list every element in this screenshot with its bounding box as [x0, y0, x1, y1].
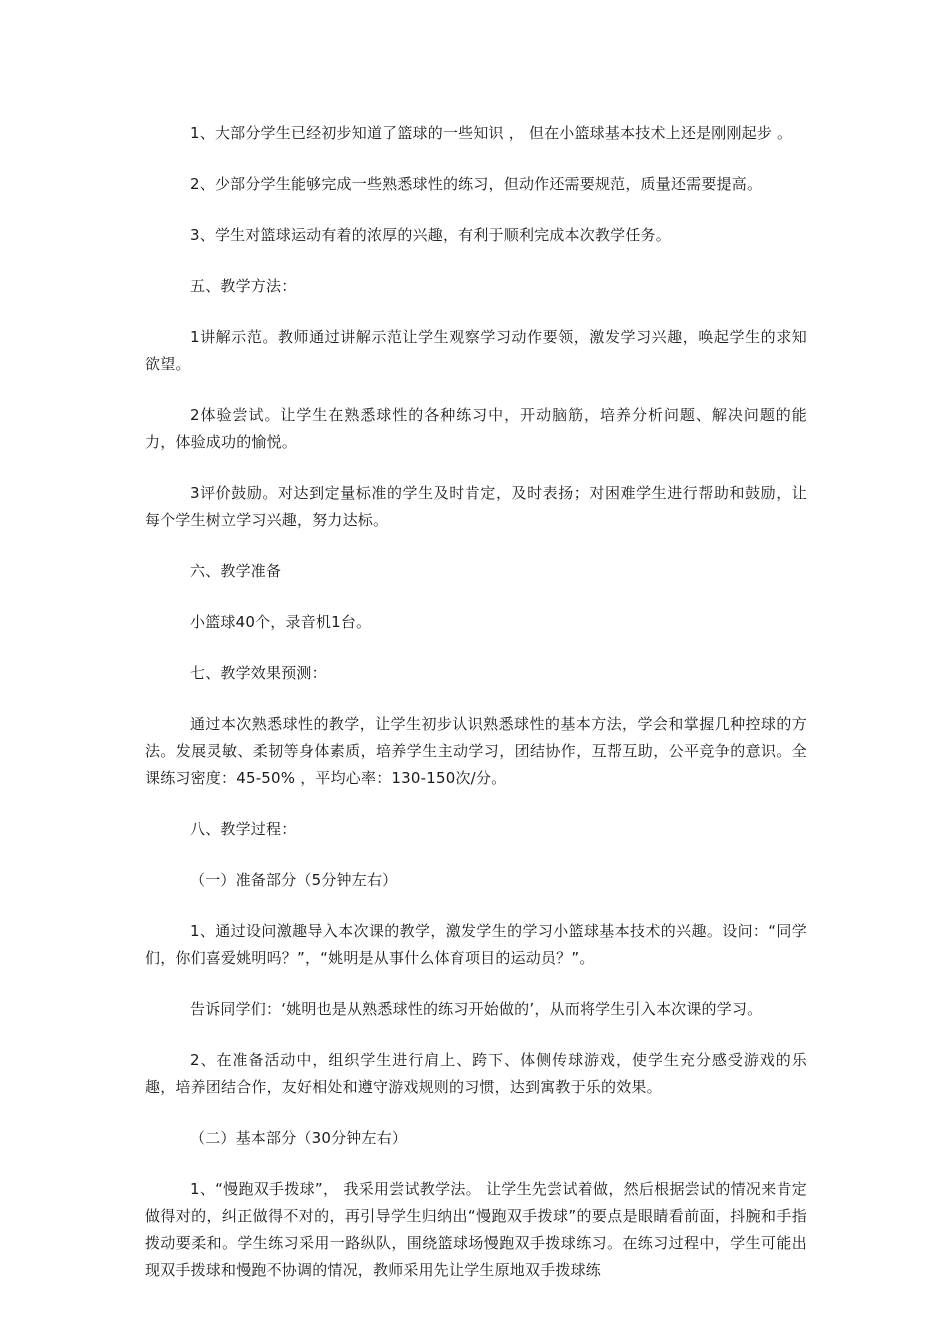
- paragraph-introduction-question: 1、通过设问激趣导入本次课的教学，激发学生的学习小篮球基本技术的兴趣。设问：“同学们，你们喜爱姚明吗？”，“姚明是从事什么体育项目的运动员？”。: [145, 922, 807, 967]
- paragraph-jogging-ball-handling: 1、“慢跑双手拨球”， 我采用尝试教学法。 让学生先尝试着做，然后根据尝试的情况来肯定做得对的，纠正做得不对的，再引导学生归纳出“慢跑双手拨球”的要点是眼睛看前面，抖腕和手指拨动要柔和。学生练习采用一路纵队，围绕篮球场慢跑双手拨球练习。在练习过程中，学生可能出现双手拨球和慢跑不协调的情况，教师采用先让学生原地双手拨球练: [145, 1180, 807, 1279]
- subheading-basic-part: （二）基本部分（30分钟左右）: [190, 1129, 408, 1147]
- paragraph-effect-prediction: 通过本次熟悉球性的教学，让学生初步认识熟悉球性的基本方法，学会和掌握几种控球的方法。发展灵敏、柔韧等身体素质，培养学生主动学习，团结协作，互帮互助，公平竞争的意识。全课练习密度：45-50% ，平均心率：130-150次/分。: [145, 715, 807, 787]
- section-heading-teaching-process: 八、教学过程：: [190, 820, 297, 838]
- document-body: [145, 120, 807, 1308]
- paragraph-method-encouragement: 3评价鼓励。对达到定量标准的学生及时肯定，及时表扬；对困难学生进行帮助和鼓励，让每个学生树立学习兴趣，努力达标。: [145, 484, 807, 529]
- paragraph-student-practice: 2、少部分学生能够完成一些熟悉球性的练习，但动作还需要规范，质量还需要提高。: [190, 175, 763, 193]
- paragraph-yao-ming: 告诉同学们：‘姚明也是从熟悉球性的练习开始做的’，从而将学生引入本次课的学习。: [190, 1000, 763, 1018]
- paragraph-method-demonstration: 1讲解示范。教师通过讲解示范让学生观察学习动作要领，激发学习兴趣，唤起学生的求知欲望。: [145, 328, 807, 373]
- paragraph-warmup-games: 2、在准备活动中，组织学生进行肩上、跨下、体侧传球游戏，使学生充分感受游戏的乐趣，培养团结合作，友好相处和遵守游戏规则的习惯，达到寓教于乐的效果。: [145, 1051, 807, 1096]
- paragraph-student-knowledge: 1、大部分学生已经初步知道了篮球的一些知识 ， 但在小篮球基本技术上还是刚刚起步 。: [190, 124, 793, 142]
- section-heading-teaching-methods: 五、教学方法：: [190, 277, 297, 295]
- paragraph-method-trial: 2体验尝试。让学生在熟悉球性的各种练习中，开动脑筋，培养分析问题、解决问题的能力，体验成功的愉悦。: [145, 406, 807, 451]
- subheading-preparation-part: （一）准备部分（5分钟左右）: [190, 871, 398, 889]
- paragraph-student-interest: 3、学生对篮球运动有着的浓厚的兴趣，有利于顺利完成本次教学任务。: [190, 226, 671, 244]
- section-heading-effect-prediction: 七、教学效果预测：: [190, 664, 327, 682]
- section-heading-teaching-preparation: 六、教学准备: [190, 562, 282, 580]
- paragraph-equipment: 小篮球40个，录音机1台。: [190, 613, 372, 631]
